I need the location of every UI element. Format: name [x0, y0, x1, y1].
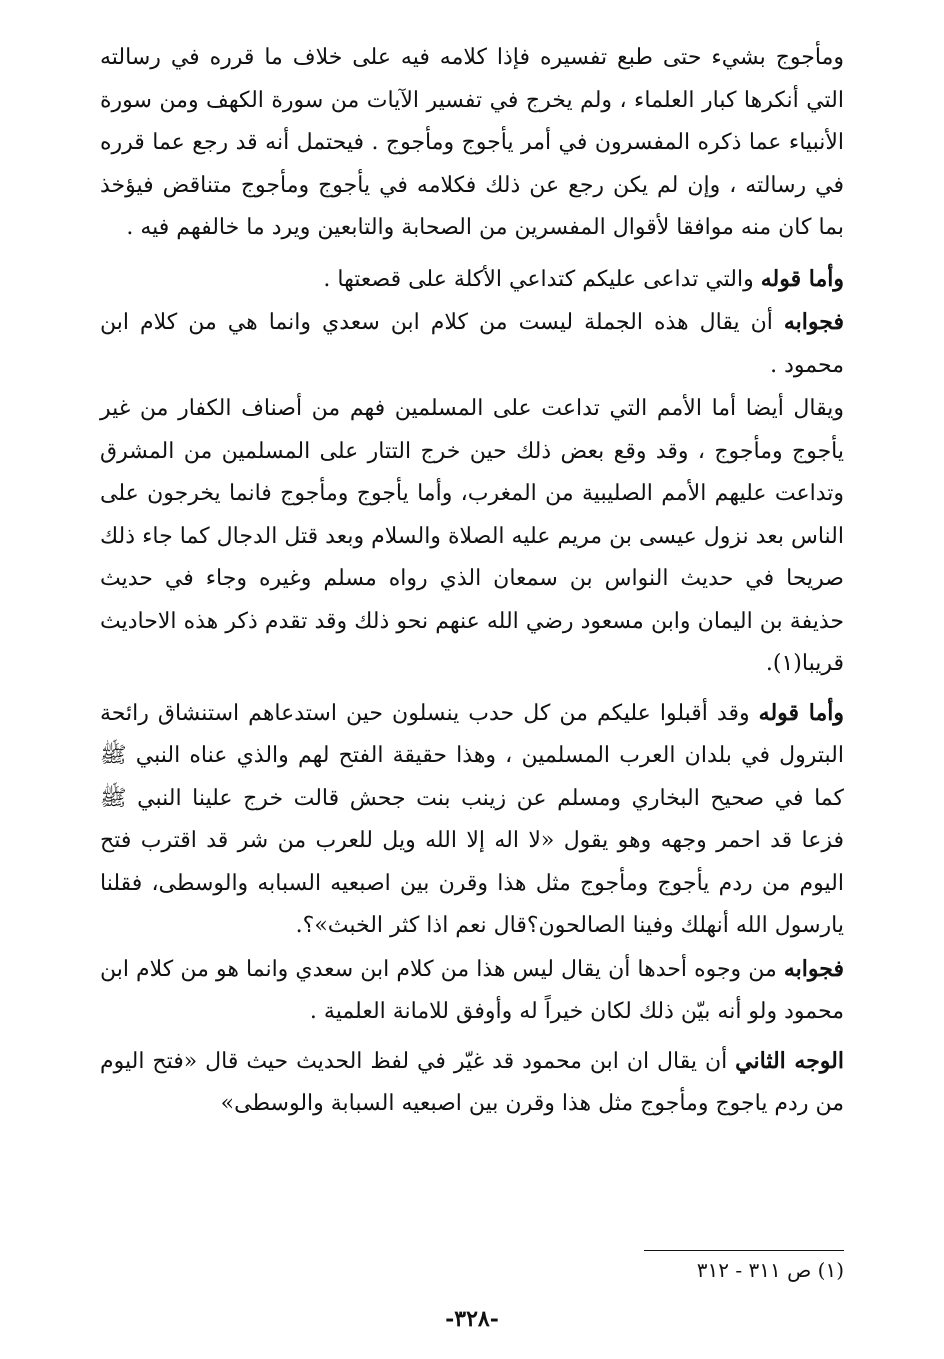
- paragraph-2-lead: وأما قوله: [760, 265, 844, 292]
- paragraph-3-text: أن يقال هذه الجملة ليست من كلام ابن سعدي وانما هي من كلام ابن محمود .: [100, 310, 844, 378]
- paragraph-5-lead: وأما قوله: [758, 699, 844, 726]
- footnote-divider: [644, 1250, 844, 1251]
- paragraph-6-text: من وجوه أحدها أن يقال ليس هذا من كلام ابن سعدي وانما هو من كلام ابن محمود ولو أنه بيّن ذلك لكان خيراً له وأوفق للامانة العلمية .: [100, 956, 844, 1024]
- page-number: -٣٢٨-: [445, 1306, 499, 1332]
- paragraph-6: [100, 948, 844, 1034]
- paragraph-2-text: والتي تداعى عليكم كتداعي الأكلة على قصعتها .: [323, 266, 761, 292]
- paragraph-1: [100, 36, 844, 250]
- footnote: (١) ص ٣١١ - ٣١٢: [696, 1258, 844, 1282]
- paragraph-4-text: ويقال أيضا أما الأمم التي تداعت على المسلمين فهم من أصناف الكفار من غير يأجوج ومأجوج ، وقد وقع بعض ذلك حين خرج التتار على المسلمين من المشرق وتداعت عليهم الأمم الصليبية من المغرب، وأما يأجوج ومأجوج فانما يخرجون على الناس بعد نزول عيسى بن مريم عليه الصلاة والسلام وبعد قتل الدجال كما جاء ذلك صريحا في حديث النواس بن سمعان الذي رواه مسلم وغيره وجاء في حديث حذيفة بن اليمان وابن مسعود رضي الله عنهم نحو ذلك وقد تقدم ذكر هذه الاحاديث قريبا(١).: [100, 396, 844, 676]
- paragraph-3-lead: فجوابه: [783, 309, 844, 335]
- paragraph-3: [100, 301, 844, 387]
- paragraph-6-lead: فجوابه: [783, 955, 844, 982]
- paragraph-5: [100, 692, 844, 948]
- paragraph-5-text: وقد أقبلوا عليكم من كل حدب ينسلون حين استدعاهم استنشاق رائحة البترول في بلدان العرب المسلمين ، وهذا حقيقة الفتح لهم والذي عناه النبي ﷺ كما في صحيح البخاري ومسلم عن زينب بنت جحش قالت خرج علينا النبي ﷺ فزعا قد احمر وجهه وهو يقول «لا اله إلا الله ويل للعرب من شر قد اقترب فتح اليوم من ردم يأجوج ومأجوج مثل هذا وقرن بين اصبعيه السبابه والوسطى، فقلنا يارسول الله أنهلك وفينا الصالحون؟قال نعم اذا كثر الخبث»؟.: [100, 700, 844, 938]
- paragraph-1-text: ومأجوج بشيء حتى طبع تفسيره فإذا كلامه فيه على خلاف ما قرره في رسالته التي أنكرها كبار العلماء ، ولم يخرج في تفسير الآيات من سورة الكهف ومن سورة الأنبياء عما ذكره المفسرون في أمر يأجوج ومأجوج . فيحتمل أنه قد رجع عما قرره في رسالته ، وإن لم يكن رجع عن ذلك فكلامه في يأجوج ومأجوج متناقض فيؤخذ بما كان منه موافقا لأقوال المفسرين من الصحابة والتابعين ويرد ما خالفهم فيه .: [100, 45, 845, 240]
- paragraph-7: [100, 1040, 844, 1126]
- paragraph-4: [100, 387, 844, 686]
- paragraph-2: [100, 258, 844, 302]
- paragraph-7-lead: الوجه الثاني: [735, 1047, 844, 1074]
- paragraph-7-text: أن يقال ان ابن محمود قد غيّر في لفظ الحديث حيث قال «فتح اليوم من ردم ياجوج ومأجوج مثل هذا وقرن بين اصبعيه السبابة والوسطى»: [100, 1048, 844, 1116]
